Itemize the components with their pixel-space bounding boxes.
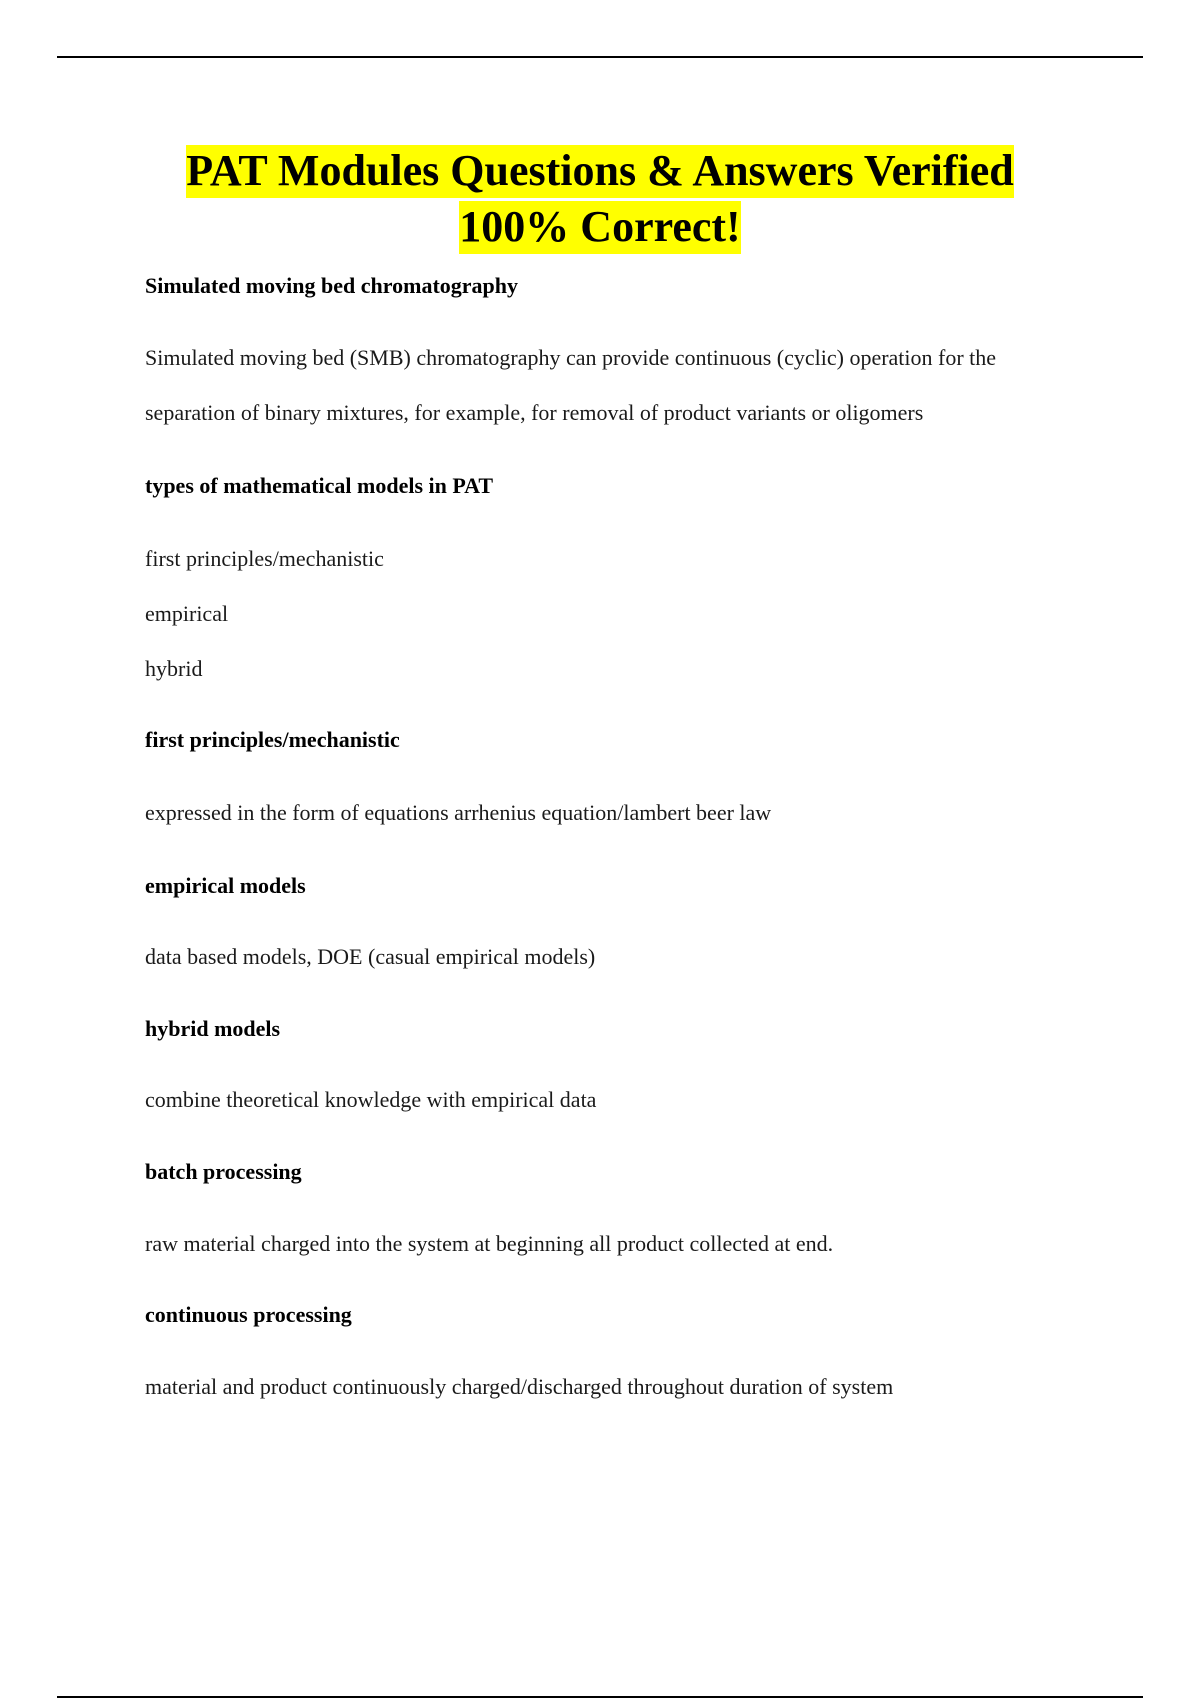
answer-model-types-line-2: empirical: [145, 601, 229, 626]
answer-empirical-models: data based models, DOE (casual empirical models): [145, 944, 596, 969]
answer-first-principles: expressed in the form of equations arrhenius equation/lambert beer law: [145, 800, 772, 825]
answer-model-types-line-3: hybrid: [145, 656, 203, 681]
answer-smb-line-2: separation of binary mixtures, for example, for removal of product variants or oligomers: [145, 400, 924, 425]
question-hybrid-models: hybrid models: [145, 1016, 281, 1041]
question-model-types: types of mathematical models in PAT: [145, 473, 494, 498]
title-line-1: PAT Modules Questions & Answers Verified: [186, 145, 1014, 198]
question-empirical-models: empirical models: [145, 873, 306, 898]
title-line-2: 100% Correct!: [459, 201, 740, 254]
answer-batch-processing: raw material charged into the system at beginning all product collected at end.: [145, 1231, 834, 1256]
page-title: [0, 143, 1200, 255]
answer-hybrid-models: combine theoretical knowledge with empirical data: [145, 1087, 597, 1112]
answer-model-types-line-1: first principles/mechanistic: [145, 546, 384, 571]
question-smb: Simulated moving bed chromatography: [145, 273, 519, 298]
answer-continuous-processing: material and product continuously charged/discharged throughout duration of system: [145, 1374, 894, 1399]
top-rule: [57, 56, 1143, 58]
question-batch-processing: batch processing: [145, 1159, 302, 1184]
question-first-principles: first principles/mechanistic: [145, 727, 400, 752]
answer-smb-line-1: Simulated moving bed (SMB) chromatography can provide continuous (cyclic) operation for the: [145, 345, 997, 370]
question-continuous-processing: continuous processing: [145, 1302, 352, 1327]
bottom-rule: [57, 1696, 1143, 1698]
